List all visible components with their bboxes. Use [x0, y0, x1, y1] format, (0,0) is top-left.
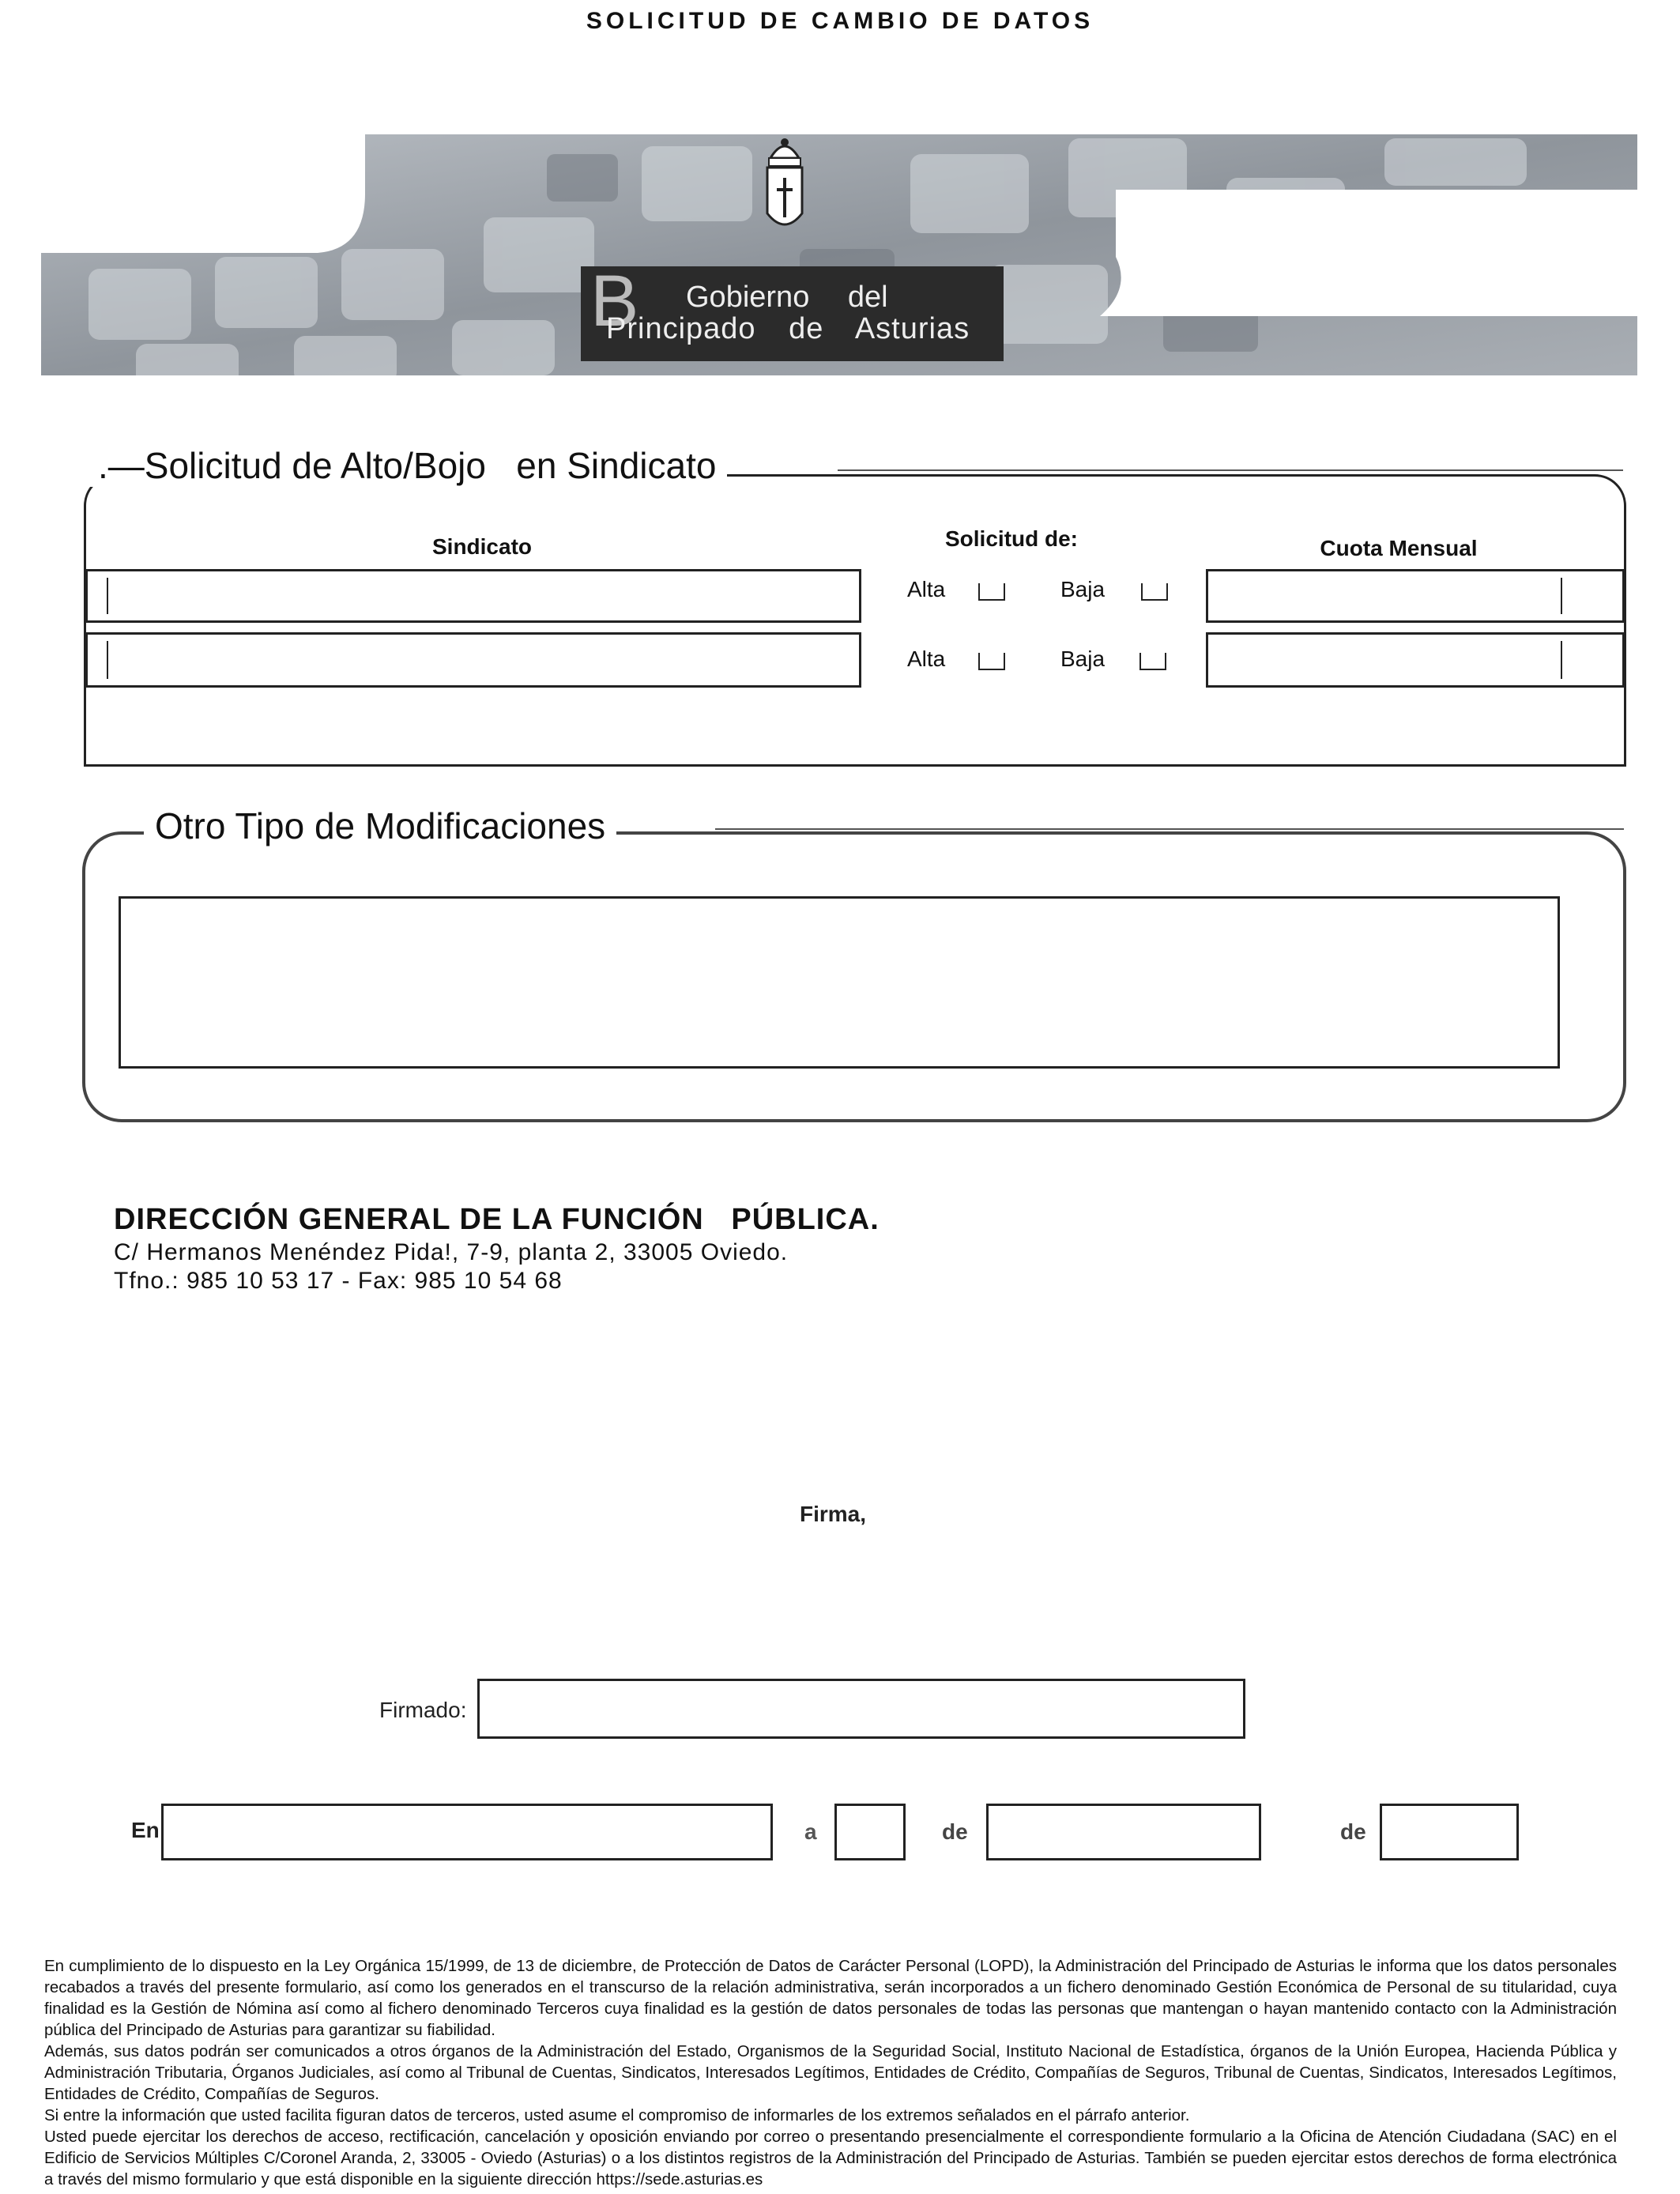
en-label: En — [131, 1818, 160, 1842]
alta-checkbox-1[interactable] — [978, 583, 1005, 601]
alta-checkbox-2[interactable] — [978, 653, 1005, 670]
firmado-label: Firmado: — [379, 1698, 467, 1722]
legal-paragraph-3: Si entre la información que usted facilita figuran datos de terceros, usted asume el compromiso de informarles de los extremos señalados en el párrafo anterior. — [44, 2106, 1190, 2124]
cuota-input-1[interactable] — [1206, 569, 1625, 623]
government-logo-box — [581, 261, 1004, 361]
gov-line-2: Principado de Asturias — [606, 312, 970, 345]
alta-label-2: Alta — [907, 647, 946, 671]
place-input[interactable] — [161, 1804, 773, 1860]
direccion-address: C/ Hermanos Menéndez Pida!, 7-9, planta 2, 33005 Oviedo. — [114, 1239, 789, 1265]
direccion-phone: Tfno.: 985 10 53 17 - Fax: 985 10 54 68 — [114, 1268, 563, 1294]
legal-paragraph-1: En cumplimiento de lo dispuesto en la Ley Orgánica 15/1999, de 13 de diciembre, de Protección de Datos de Carácter Personal (LOPD), la Administración del Principado de Asturias le informa que los datos personales recabados a través del presente formulario, así como los generados en el transcurso de la relación administrativa, serán incorporados a un fichero denominado Gestión Económica de Personal de su titularidad, cuya finalidad es la Gestión de Nómina así como al fichero denominado Terceros cuya finalidad es la gestión de datos personales de todas las personas que mantengan o hayan mantenido contacto con la Administración pública del Principado de Asturias para garantizar su fiabilidad. — [44, 1957, 1617, 2039]
baja-label-2: Baja — [1060, 647, 1106, 671]
legal-paragraph-2: Además, sus datos podrán ser comunicados a otros órganos de la Administración del Estado, Organismos de la Seguridad Social, Instituto Nacional de Estadística, órganos de la Unión Europea, Hacienda Pública y Administración Tributaria, Órganos Judiciales, así como al Tribunal de Cuentas, Sindicatos, Interesados Legítimos, Entidades de Crédito, Compañías de Seguros, Tribunal de Cuentas, Sindicatos, Interesados Legítimos, Entidades de Crédito, Compañías de Seguros. — [44, 2042, 1617, 2103]
month-input[interactable] — [986, 1804, 1261, 1860]
coat-of-arms-icon — [763, 134, 807, 237]
column-header-cuota: Cuota Mensual — [1320, 536, 1478, 560]
column-header-sindicato: Sindicato — [431, 534, 532, 559]
cuota-input-2[interactable] — [1206, 632, 1625, 688]
direccion-title: DIRECCIÓN GENERAL DE LA FUNCIÓN PÚBLICA. — [114, 1203, 880, 1236]
sindicato-input-1[interactable] — [85, 569, 861, 623]
day-input[interactable] — [834, 1804, 906, 1860]
form-title: SOLICITUD DE CAMBIO DE DATOS — [586, 8, 1094, 34]
firmado-input[interactable] — [477, 1679, 1245, 1739]
column-header-solicitud: Solicitud de: — [945, 526, 1078, 551]
legal-paragraph-4: Usted puede ejercitar los derechos de acceso, rectificación, cancelación y oposición enviando por correo o presentando presencialmente el correspondiente formulario a la Oficina de Atención Ciudadana (SAC) en el Edificio de Servicios Múltiples C/Coronel Aranda, 2, 33005 - Oviedo (Asturias) o a los distintos registros de la Administración del Principado de Asturias. También se pueden ejercitar estos derechos de forma electrónica a través del mismo formulario y que está disponible en la siguiente dirección https://sede.asturias.es — [44, 2128, 1617, 2188]
a-label: a — [804, 1819, 817, 1844]
gov-line-1: Gobierno del — [686, 281, 888, 314]
baja-label-1: Baja — [1060, 577, 1106, 601]
logo-letter: B — [590, 261, 639, 341]
de-label-2: de — [1340, 1819, 1366, 1844]
baja-checkbox-2[interactable] — [1139, 653, 1166, 670]
year-input[interactable] — [1380, 1804, 1519, 1860]
section-rule — [715, 828, 1624, 830]
section-rule — [838, 469, 1623, 471]
alta-label-1: Alta — [907, 577, 946, 601]
sindicato-input-2[interactable] — [85, 632, 861, 688]
firma-label: Firma, — [800, 1502, 867, 1526]
modificaciones-textarea[interactable] — [119, 896, 1560, 1069]
otro-section-title: Otro Tipo de Modificaciones — [144, 805, 616, 847]
sindicato-section-title: .—Solicitud de Alto/Bojo en Sindicato — [87, 444, 727, 487]
baja-checkbox-1[interactable] — [1141, 583, 1168, 601]
de-label-1: de — [942, 1819, 968, 1844]
legal-notice — [44, 1955, 1617, 2190]
